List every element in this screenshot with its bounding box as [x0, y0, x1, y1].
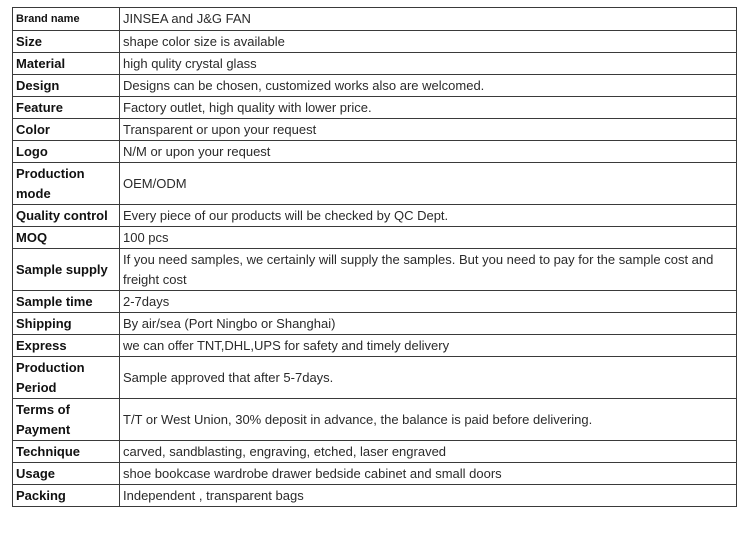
- spec-row-packing: [13, 485, 737, 507]
- spec-value: If you need samples, we certainly will supply the samples. But you need to pay for the sample cost and freight cost: [120, 249, 737, 291]
- spec-label: Sample time: [13, 291, 120, 313]
- spec-value: JINSEA and J&G FAN: [120, 8, 737, 31]
- spec-label: Technique: [13, 441, 120, 463]
- spec-value: carved, sandblasting, engraving, etched, laser engraved: [120, 441, 737, 463]
- spec-row-brand-name: [13, 8, 737, 31]
- spec-value: T/T or West Union, 30% deposit in advance, the balance is paid before delivering.: [120, 399, 737, 441]
- spec-row-shipping: [13, 313, 737, 335]
- spec-value: Independent , transparent bags: [120, 485, 737, 507]
- spec-value: 2-7days: [120, 291, 737, 313]
- spec-label: Design: [13, 75, 120, 97]
- spec-row-moq: [13, 227, 737, 249]
- spec-label: Shipping: [13, 313, 120, 335]
- spec-value: Designs can be chosen, customized works also are welcomed.: [120, 75, 737, 97]
- spec-label: Usage: [13, 463, 120, 485]
- spec-value: Every piece of our products will be checked by QC Dept.: [120, 205, 737, 227]
- spec-row-production-period: [13, 357, 737, 399]
- spec-row-express: [13, 335, 737, 357]
- spec-label: Sample supply: [13, 249, 120, 291]
- spec-label: Color: [13, 119, 120, 141]
- spec-row-material: [13, 53, 737, 75]
- spec-value: shoe bookcase wardrobe drawer bedside cabinet and small doors: [120, 463, 737, 485]
- spec-label: Material: [13, 53, 120, 75]
- spec-label: Quality control: [13, 205, 120, 227]
- spec-row-logo: [13, 141, 737, 163]
- spec-row-sample-supply: [13, 249, 737, 291]
- spec-label: Terms of Payment: [13, 399, 120, 441]
- spec-row-sample-time: [13, 291, 737, 313]
- spec-row-color: [13, 119, 737, 141]
- spec-row-design: [13, 75, 737, 97]
- spec-label: Feature: [13, 97, 120, 119]
- spec-row-technique: [13, 441, 737, 463]
- spec-label: Production Period: [13, 357, 120, 399]
- spec-value: OEM/ODM: [120, 163, 737, 205]
- spec-value: N/M or upon your request: [120, 141, 737, 163]
- spec-value: 100 pcs: [120, 227, 737, 249]
- spec-value: Sample approved that after 5-7days.: [120, 357, 737, 399]
- spec-value: shape color size is available: [120, 31, 737, 53]
- spec-row-production-mode: [13, 163, 737, 205]
- spec-label: Size: [13, 31, 120, 53]
- spec-value: By air/sea (Port Ningbo or Shanghai): [120, 313, 737, 335]
- spec-label: Packing: [13, 485, 120, 507]
- spec-label: Logo: [13, 141, 120, 163]
- spec-row-usage: [13, 463, 737, 485]
- spec-row-feature: [13, 97, 737, 119]
- spec-value: high qulity crystal glass: [120, 53, 737, 75]
- product-spec-table: [12, 7, 737, 507]
- spec-row-size: [13, 31, 737, 53]
- spec-value: Factory outlet, high quality with lower price.: [120, 97, 737, 119]
- spec-value: we can offer TNT,DHL,UPS for safety and timely delivery: [120, 335, 737, 357]
- spec-label: MOQ: [13, 227, 120, 249]
- spec-label: Brand name: [13, 8, 120, 31]
- spec-label: Express: [13, 335, 120, 357]
- spec-value: Transparent or upon your request: [120, 119, 737, 141]
- spec-row-terms-of-payment: [13, 399, 737, 441]
- spec-label: Production mode: [13, 163, 120, 205]
- spec-row-quality-control: [13, 205, 737, 227]
